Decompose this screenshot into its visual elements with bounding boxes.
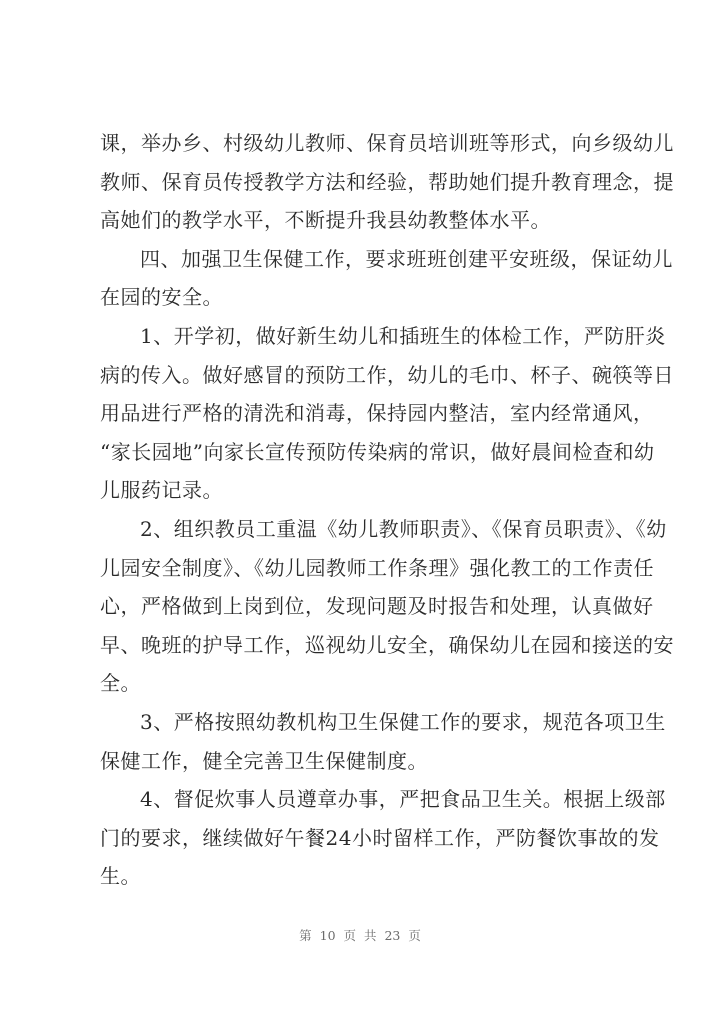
list-item-1-line: 1、开学初，做好新生幼儿和插班生的体检工作，严防肝炎 <box>140 323 666 348</box>
text-line: 儿园安全制度》、《幼儿园教师工作条理》强化教工的工作责任 <box>100 555 654 580</box>
text-line: 门的要求，继续做好午餐24小时留样工作，严防餐饮事故的发 <box>100 825 660 850</box>
text-line: 全。 <box>100 671 141 696</box>
text-line: 用品进行严格的清洗和消毒，保持园内整洁，室内经常通风， <box>100 401 654 426</box>
text-line: 心，严格做到上岗到位，发现问题及时报告和处理，认真做好 <box>100 594 654 619</box>
list-item-3-line: 3、严格按照幼教机构卫生保健工作的要求，规范各项卫生 <box>140 709 666 734</box>
text-line: “家长园地”向家长宣传预防传染病的常识，做好晨间检查和幼 <box>100 439 655 464</box>
list-item-2-line: 2、组织教员工重温《幼儿教师职责》、《保育员职责》、《幼 <box>140 516 667 541</box>
text-line: 病的传入。做好感冒的预防工作，幼儿的毛巾、杯子、碗筷等日 <box>100 362 674 387</box>
text-line: 儿服药记录。 <box>100 478 223 503</box>
page-number-footer: 第 10 页 共 23 页 <box>299 928 421 943</box>
section-heading-line: 四、加强卫生保健工作，要求班班创建平安班级，保证幼儿 <box>140 246 673 271</box>
body-text <box>100 124 674 896</box>
text-line: 生。 <box>100 864 141 889</box>
text-line: 课，举办乡、村级幼儿教师、保育员培训班等形式，向乡级幼儿 <box>100 131 674 155</box>
list-item-4-line: 4、督促炊事人员遵章办事，严把食品卫生关。根据上级部 <box>140 787 666 812</box>
text-line: 在园的安全。 <box>100 285 223 310</box>
text-line: 教师、保育员传授教学方法和经验，帮助她们提升教育理念，提 <box>100 169 674 194</box>
text-line: 高她们的教学水平，不断提升我县幼教整体水平。 <box>100 208 551 233</box>
text-line: 保健工作，健全完善卫生保健制度。 <box>100 748 428 773</box>
text-line: 早、晚班的护导工作，巡视幼儿安全，确保幼儿在园和接送的安 <box>100 632 674 657</box>
